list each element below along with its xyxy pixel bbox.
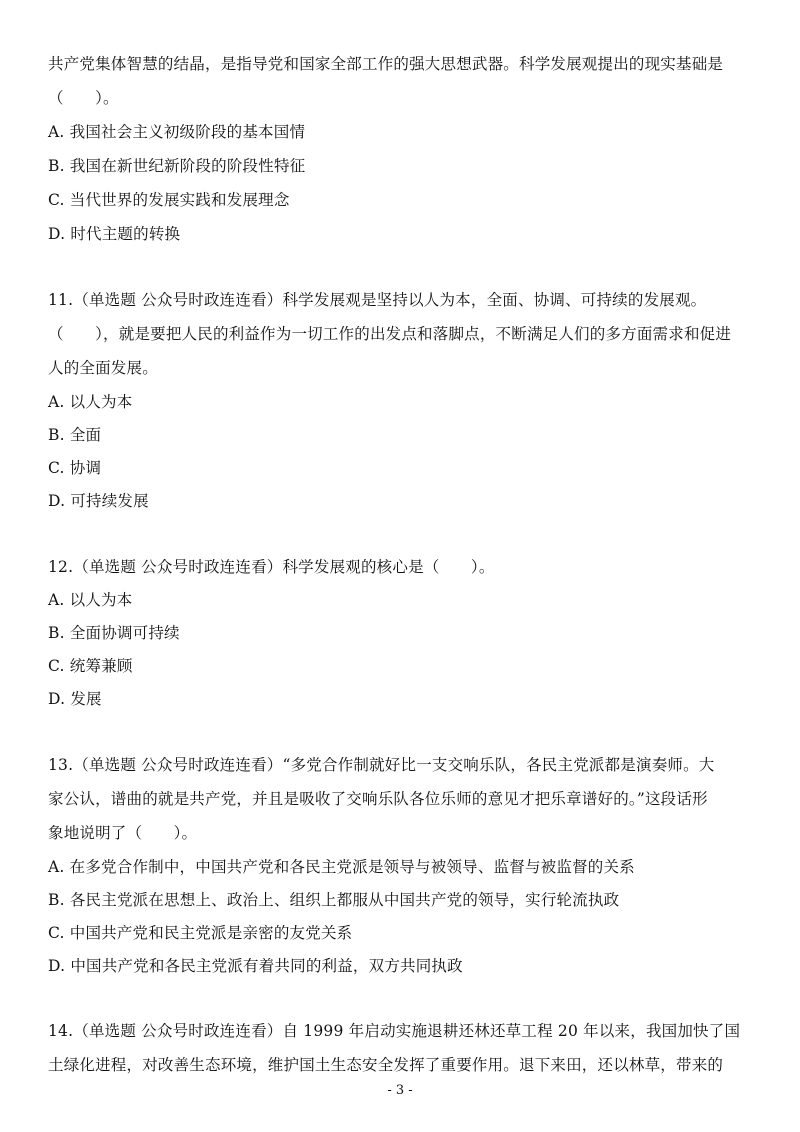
option-d: D. 中国共产党和各民主党派有着共同的利益，双方共同执政: [48, 957, 463, 975]
question-text-line: 共产党集体智慧的结晶，是指导党和国家全部工作的强大思想武器。科学发展观提出的现实基础是: [48, 55, 724, 73]
answer-blank-line: （ ）。: [48, 89, 119, 107]
question-14-line-1: 14.（单选题 公众号时政连连看）自 1999 年启动实施退耕还林还草工程 20 年以来，我国加快了国: [48, 1022, 741, 1040]
option-a: A. 我国社会主义初级阶段的基本国情: [48, 123, 306, 141]
option-c: C. 当代世界的发展实践和发展理念: [48, 191, 290, 209]
option-b: B. 全面: [48, 426, 102, 444]
question-13-line-1: 13.（单选题 公众号时政连连看）“多党合作制就好比一支交响乐队，各民主党派都是演奏师。大: [48, 756, 715, 774]
question-11-line-2: （ ），就是要把人民的利益作为一切工作的出发点和落脚点，不断满足人们的多方面需求和促进: [48, 325, 732, 343]
question-13-line-3: 象地说明了（ ）。: [48, 824, 198, 842]
option-b: B. 全面协调可持续: [48, 624, 180, 642]
option-a: A. 以人为本: [48, 591, 133, 609]
page-number: - 3 -: [387, 1083, 413, 1098]
question-13-line-2: 家公认，谱曲的就是共产党，并且是吸收了交响乐队各位乐师的意见才把乐章谱好的。”这段话形: [48, 790, 708, 808]
option-c: C. 统筹兼顾: [48, 657, 133, 675]
option-a: A. 以人为本: [48, 393, 133, 411]
option-b: B. 我国在新世纪新阶段的阶段性特征: [48, 157, 306, 175]
question-14-line-2: 土绿化进程，对改善生态环境，维护国土生态安全发挥了重要作用。退下来田，还以林草，带来的: [48, 1056, 724, 1074]
question-11-line-3: 人的全面发展。: [48, 359, 158, 377]
option-d: D. 可持续发展: [48, 492, 149, 510]
option-d: D. 发展: [48, 690, 102, 708]
option-c: C. 中国共产党和民主党派是亲密的友党关系: [48, 924, 353, 942]
option-a: A. 在多党合作制中，中国共产党和各民主党派是领导与被领导、监督与被监督的关系: [48, 858, 635, 876]
option-d: D. 时代主题的转换: [48, 225, 181, 243]
option-b: B. 各民主党派在思想上、政治上、组织上都服从中国共产党的领导，实行轮流执政: [48, 891, 620, 909]
option-c: C. 协调: [48, 459, 102, 477]
question-11-line-1: 11.（单选题 公众号时政连连看）科学发展观是坚持以人为本，全面、协调、可持续的发展观。: [48, 291, 707, 309]
question-12-line-1: 12.（单选题 公众号时政连连看）科学发展观的核心是（ ）。: [48, 558, 495, 576]
